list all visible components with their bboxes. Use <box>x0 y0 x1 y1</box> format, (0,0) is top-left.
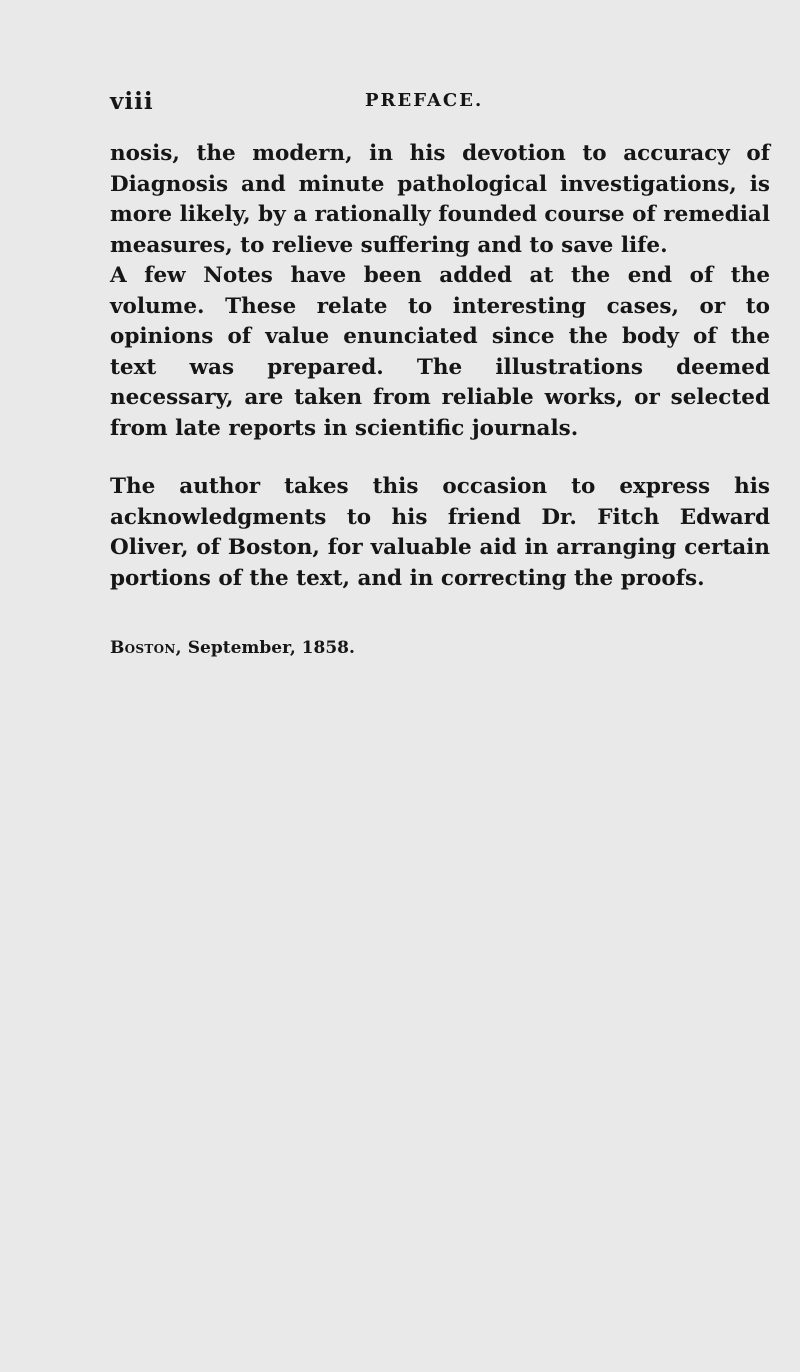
signature-line <box>110 638 355 658</box>
page-number: viii <box>110 88 154 115</box>
paragraph-notes: A few Notes have been added at the end of the volume. These relate to interesting cases, or to opinions of value enunciated since the body of the text was prepared. The illustrations deemed necessary, are taken from reliable works, or selected from late reports in scientific journals. <box>110 263 770 441</box>
signature-date: September, 1858. <box>187 638 355 658</box>
paragraph-continuation: nosis, the modern, in his devotion to accuracy of Diagnosis and minute pathological investigations, is more likely, by a rationally founded course of remedial measures, to relieve suffering and to save life. <box>110 141 770 258</box>
running-head <box>110 88 690 118</box>
signature-place: Boston, <box>110 638 182 658</box>
header-title: PREFACE. <box>365 90 484 111</box>
preface-text <box>110 139 770 594</box>
paragraph-acknowledgments: The author takes this occasion to express his acknowledgments to his friend Dr. Fitch Edward Oliver, of Boston, for valuable aid in arranging certain portions of the text, and in correcting the proofs. <box>110 474 770 591</box>
